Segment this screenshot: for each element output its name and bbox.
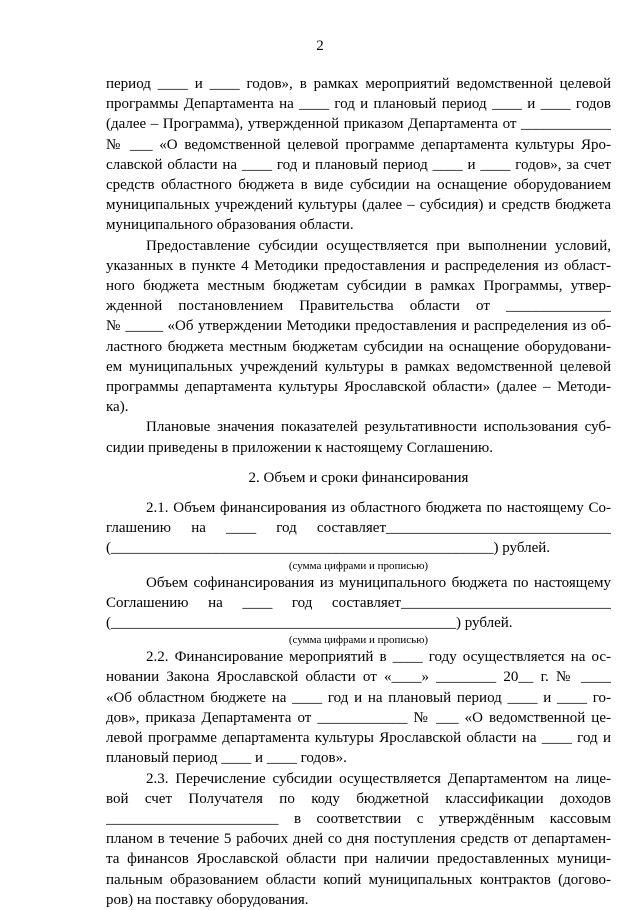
text-line: планом в течение 5 рабочих дней со дня поступления средств от департамен- xyxy=(106,831,611,848)
document-body xyxy=(106,74,611,910)
text-line: 2.3. Перечисление субсидии осуществляется Департаментом на лице- xyxy=(146,770,611,787)
text-line: ластного бюджета местным бюджетам субсидии на оснащение оборудовани- xyxy=(106,338,611,355)
text-line: ка). xyxy=(106,399,129,416)
text-line: Предоставление субсидии осуществляется при выполнении условий, xyxy=(146,237,611,254)
text-line: муниципального образования области. xyxy=(106,217,354,234)
text-line: муниципальных учреждений культуры (далее – субсидия) и средств бюджета xyxy=(106,197,611,214)
text-line: вой счет Получателя по коду бюджетной классификации доходов xyxy=(106,790,611,807)
text-line: новании Закона Ярославской области от «____» ________ 20__ г. № ____ xyxy=(106,669,611,686)
text-line: плановый период ____ и ____ годов». xyxy=(106,750,347,767)
text-line: (___________________________________________________) рублей. xyxy=(106,540,551,557)
text-line: № ___ «О ведомственной целевой программе департамента культуры Яро- xyxy=(106,136,611,153)
text-line: 2.2. Финансирование мероприятий в ____ году осуществляется на ос- xyxy=(146,649,611,666)
text-line: пальным образованием области копий муниципальных контрактов (догово- xyxy=(106,871,611,888)
spacer xyxy=(106,488,611,498)
text-line: программы Департамента на ____ год и плановый период ____ и ____ годов xyxy=(106,96,611,113)
text-line: период ____ и ____ годов», в рамках мероприятий ведомственной целевой xyxy=(106,76,611,92)
page-number: 2 xyxy=(316,38,324,54)
text-line: Соглашению на ____ год составляет____________________________ xyxy=(106,594,611,611)
text-line: «Об областном бюджете на ____ год и на плановый период ____ и ____ го- xyxy=(106,689,611,706)
text-line: глашению на ____ год составляет______________________________ xyxy=(106,520,611,537)
text-line: сидии приведены в приложении к настоящему Соглашению. xyxy=(106,439,493,456)
text-line: дов», приказа Департамента от ____________ № ___ «О ведомственной це- xyxy=(106,709,611,726)
text-line: 2.1. Объем финансирования из областного бюджета по настоящему Со- xyxy=(146,500,611,517)
text-line: Плановые значения показателей результативности использования суб- xyxy=(146,419,611,436)
text-line: указанных в пункте 4 Методики предоставления и распределения из област- xyxy=(106,257,611,274)
text-line: левой программе департамента культуры Ярославской области на ____ год и xyxy=(106,730,611,747)
text-line: программы департамента культуры Ярославской области» (далее – Методи- xyxy=(106,379,611,396)
sum-caption: (сумма цифрами и прописью) xyxy=(288,559,429,572)
text-line: славской области на ____ год и плановый период ____ и ____ годов», за счет xyxy=(106,156,611,173)
text-line: (______________________________________________) рублей. xyxy=(106,615,513,632)
spacer xyxy=(106,458,611,468)
text-line: средств областного бюджета в виде субсидии на оснащение оборудованием xyxy=(106,177,611,194)
section-heading: 2. Объем и сроки финансирования xyxy=(248,469,469,486)
text-line: ного бюджета местным бюджетам субсидии в рамках Программы, утвер- xyxy=(106,278,611,295)
text-line: ров) на поставку оборудования. xyxy=(106,891,309,908)
text-line: № _____ «Об утверждении Методики предоставления и распределения из об- xyxy=(106,318,611,335)
sum-caption: (сумма цифрами и прописью) xyxy=(288,634,429,647)
text-line: та финансов Ярославской области при наличии предоставленных муници- xyxy=(106,851,611,868)
text-line: жденной постановлением Правительства области от ______________ xyxy=(106,298,611,315)
text-line: Объем софинансирования из муниципального бюджета по настоящему xyxy=(146,574,611,591)
text-line: _______________________ в соответствии с утверждённым кассовым xyxy=(106,810,611,827)
text-line: ем муниципальных учреждений культуры в рамках ведомственной целевой xyxy=(106,358,611,375)
text-line: (далее – Программа), утвержденной приказом Департамента от ____________ xyxy=(106,116,611,133)
